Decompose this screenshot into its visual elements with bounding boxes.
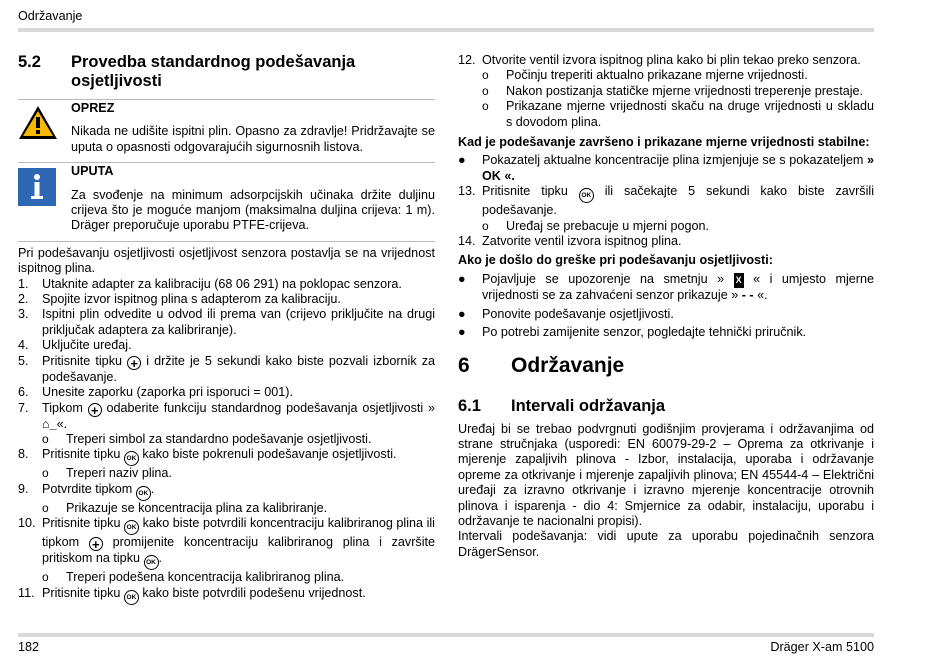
plus-key-icon: + bbox=[89, 537, 103, 551]
ok-key-icon: OK bbox=[124, 590, 139, 605]
list-item: 7. Tipkom + odaberite funkciju standardnog podešavanja osjetljivosti » ⌂_«. bbox=[18, 400, 436, 431]
info-notice bbox=[18, 162, 435, 241]
span-calibration-symbol: ⌂_ bbox=[42, 416, 57, 431]
left-column bbox=[18, 53, 435, 605]
list-item: 9. Potvrdite tipkom OK . bbox=[18, 482, 435, 501]
section-number: 6.1 bbox=[458, 396, 481, 415]
bullet-item: ● Pokazatelj aktualne koncentracije plina izmjenjuje se s pokazateljem » OK «. bbox=[458, 153, 875, 183]
section-heading-6-1 bbox=[458, 397, 874, 416]
plus-key-icon: + bbox=[127, 356, 141, 370]
section-number: 5.2 bbox=[18, 53, 41, 71]
caution-text: Nikada ne udišite ispitni plin. Opasno za zdravlje! Pridržavajte se uputa o opasnosti odgovarajućih sigurnosnih listova. bbox=[71, 124, 435, 154]
list-item: 5. Pritisnite tipku + i držite je 5 sekundi kako biste pozvali izbornik za podešavanje. bbox=[18, 353, 436, 384]
list-item: 1. Utaknite adapter za kalibraciju (68 06 291) na poklopac senzora. bbox=[18, 276, 402, 291]
notice-divider bbox=[18, 241, 435, 242]
dash-symbol: - - bbox=[741, 288, 754, 303]
section-title: Provedba standardnog podešavanja osjetljivosti bbox=[71, 53, 356, 90]
bullet-item: ● Po potrebi zamijenite senzor, pogledajte tehnički priručnik. bbox=[458, 325, 807, 340]
list-subitem: o Treperi podešena koncentracija kalibriranog plina. bbox=[42, 570, 345, 585]
section-title: Intervali održavanja bbox=[511, 396, 666, 415]
fault-symbol-icon: X bbox=[734, 273, 744, 288]
list-item: 11. Pritisnite tipku OK kako biste potvrdili podešenu vrijednost. bbox=[18, 586, 435, 605]
list-subitem: o Počinju treperiti aktualno prikazane mjerne vrijednosti. bbox=[482, 68, 808, 83]
list-item: 3. Ispitni plin odvedite u odvod ili prema van (crijevo priključite na drugi priključak adaptera za kalibriranje). bbox=[18, 307, 435, 337]
info-title: UPUTA bbox=[71, 164, 114, 179]
header-rule bbox=[18, 28, 874, 32]
chapter-heading-6 bbox=[458, 353, 874, 379]
caution-title: OPREZ bbox=[71, 101, 115, 115]
ok-key-icon: OK bbox=[124, 520, 139, 535]
warning-triangle-icon bbox=[18, 101, 71, 162]
info-icon bbox=[18, 164, 71, 241]
chapter-title: Održavanje bbox=[511, 353, 625, 377]
info-text: Za svođenje na minimum adsorpcijskih učinaka držite duljinu crijeva što je moguće manjom (maksimalna duljina crijeva: 1 m). Dräger preporučuje uporabu PTFE-crijeva. bbox=[71, 187, 435, 233]
list-item: 13. Pritisnite tipku OK ili sačekajte 5 sekundi kako biste završili podešavanje. bbox=[458, 184, 874, 218]
list-subitem: o Uređaj se prebacuje u mjerni pogon. bbox=[482, 218, 710, 233]
caution-notice bbox=[18, 99, 435, 162]
intro-paragraph: Pri podešavanju osjetljivosti osjetljivost senzora postavlja se na vrijednost ispitnog plina. bbox=[18, 245, 435, 276]
section-heading-5-2 bbox=[18, 53, 435, 91]
product-name: Dräger X-am 5100 bbox=[770, 640, 874, 654]
list-subitem: o Prikazane mjerne vrijednosti skaču na druge vrijednosti u skladu s dovodom plina. bbox=[482, 99, 874, 129]
error-heading: Ako je došlo do greške pri podešavanju osjetljivosti: bbox=[458, 253, 773, 268]
list-subitem: o Nakon postizanja statičke mjerne vrijednosti treperenje prestaje. bbox=[482, 83, 864, 98]
list-item: 8. Pritisnite tipku OK kako biste pokrenuli podešavanje osjetljivosti. bbox=[18, 447, 435, 466]
footer-rule bbox=[18, 633, 874, 637]
plus-key-icon: + bbox=[88, 403, 102, 417]
list-subitem: o Treperi naziv plina. bbox=[42, 466, 172, 481]
ok-key-icon: OK bbox=[579, 188, 594, 203]
running-header: Održavanje bbox=[18, 9, 83, 23]
ok-key-icon: OK bbox=[136, 486, 151, 501]
right-column bbox=[458, 53, 874, 560]
list-item: 6. Unesite zaporku (zaporka pri isporuci = 001). bbox=[18, 385, 293, 400]
maintenance-paragraph: Uređaj bi se trebao podvrgnuti godišnjim provjerama i održavanjima od strane stručnjaka (usporedi: EN 60079-29-2 – Oprema za otkrivanje i mjerenje zapaljivih plinova - Izbor, instalacija, uporaba i održavanje opreme za otkrivanje i mjerenje zapaljivih plinova; EN 45544-4 – Električni uređaji za izravno otkrivanje i izravno mjerenje koncentracije otrovnih plinova i isparenja - dio 4: Smjernice za odabir, instalaciju, uporabu i održavanje te nacionalni propisi). bbox=[458, 421, 874, 528]
calibration-interval-paragraph: Intervali podešavanja: vidi upute za uporabu pojedinačnih senzora DrägerSensor. bbox=[458, 529, 874, 559]
done-heading: Kad je podešavanje završeno i prikazane mjerne vrijednosti stabilne: bbox=[458, 135, 870, 150]
ok-key-icon: OK bbox=[144, 555, 159, 570]
list-item: 4. Uključite uređaj. bbox=[18, 338, 132, 353]
chapter-number: 6 bbox=[458, 353, 470, 377]
list-subitem: o Prikazuje se koncentracija plina za kalibriranje. bbox=[42, 500, 328, 515]
page-number: 182 bbox=[18, 640, 40, 654]
list-item: 2. Spojite izvor ispitnog plina s adapterom za kalibraciju. bbox=[18, 292, 341, 307]
list-subitem: o Treperi simbol za standardno podešavanje osjetljivosti. bbox=[42, 431, 372, 446]
bullet-item: ● Pojavljuje se upozorenje na smetnju » X « i umjesto mjerne vrijednosti se za zahvaćeni senzor prikazuje » - - «. bbox=[458, 271, 875, 303]
bullet-item: ● Ponovite podešavanje osjetljivosti. bbox=[458, 306, 674, 321]
list-item: 10. Pritisnite tipku OK kako biste potvrdili koncentraciju kalibriranog plina ili tipkom + promijenite koncentraciju kalibriranog plina i završite pritiskom na tipku OK . bbox=[18, 516, 435, 570]
ok-key-icon: OK bbox=[124, 451, 139, 466]
list-item: 14. Zatvorite ventil izvora ispitnog plina. bbox=[458, 234, 682, 249]
list-item: 12. Otvorite ventil izvora ispitnog plina kako bi plin tekao preko senzora. bbox=[458, 53, 861, 67]
